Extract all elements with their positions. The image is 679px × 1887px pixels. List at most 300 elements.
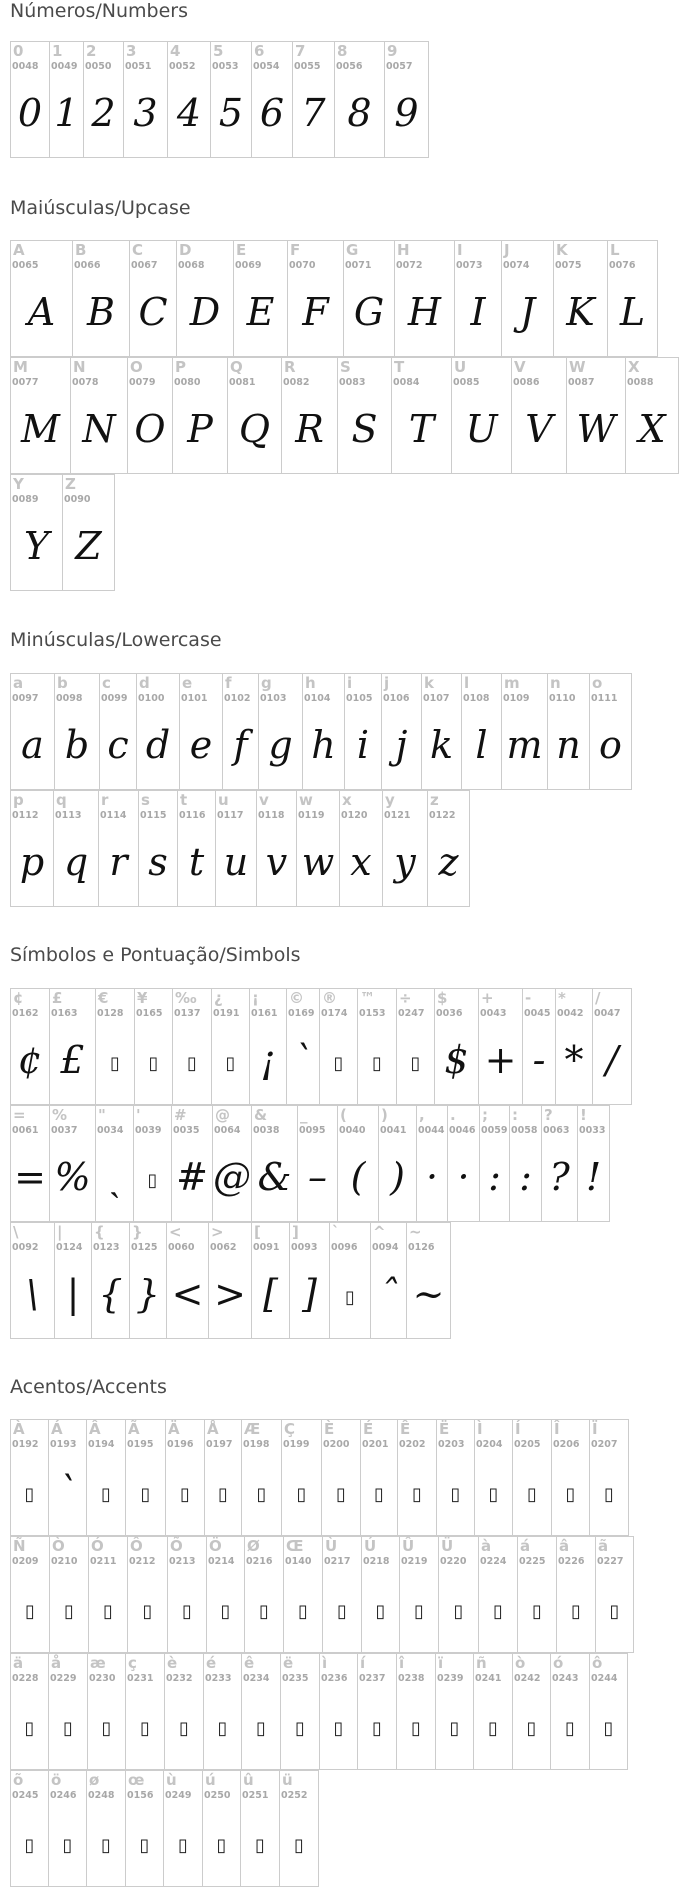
character-label: w <box>299 791 313 809</box>
glyph-cell <box>329 1222 371 1339</box>
character-code: 0042 <box>557 1008 584 1019</box>
character-label: ì <box>322 1654 328 1672</box>
glyph-cell <box>384 41 429 158</box>
character-code: 0220 <box>440 1556 467 1567</box>
character-code: 0067 <box>131 260 158 271</box>
glyph-cell <box>125 1653 165 1770</box>
character-code: 0211 <box>90 1556 117 1567</box>
character-label: ö <box>51 1771 62 1789</box>
character-label: { <box>94 1223 105 1241</box>
character-row <box>10 1419 633 1536</box>
section-title-numbers: Números/Numbers <box>10 0 188 22</box>
character-label: W <box>569 358 586 376</box>
glyph-sample: @ <box>213 1155 251 1199</box>
glyph-cell <box>474 1419 513 1536</box>
glyph-cell <box>427 790 470 907</box>
character-label: & <box>254 1106 268 1124</box>
glyph-sample: o <box>599 723 622 767</box>
glyph-sample: ¢ <box>17 1038 43 1082</box>
missing-glyph-icon: ▯ <box>25 1601 35 1622</box>
missing-glyph-icon: ▯ <box>255 1835 265 1856</box>
glyph-cell <box>451 357 512 474</box>
missing-glyph-icon: ▯ <box>609 1601 620 1622</box>
glyph-sample: ˋ <box>293 1038 313 1082</box>
missing-glyph-icon: ▯ <box>62 1835 73 1856</box>
glyph-cell <box>501 673 548 790</box>
glyph-cell <box>249 988 287 1105</box>
character-label: " <box>98 1106 106 1124</box>
missing-glyph-icon: ▯ <box>256 1484 267 1505</box>
character-label: , <box>419 1106 425 1124</box>
glyph-cell <box>406 1222 451 1339</box>
glyph-sample: # <box>176 1155 208 1199</box>
glyph-cell <box>10 41 50 158</box>
glyph-sample: T <box>408 407 435 451</box>
glyph-cell <box>547 673 590 790</box>
character-code: 0209 <box>12 1556 39 1567</box>
glyph-sample: r <box>109 840 128 884</box>
missing-glyph-icon: ▯ <box>217 1718 228 1739</box>
glyph-sample: £ <box>60 1038 85 1082</box>
character-label: Å <box>207 1420 219 1438</box>
character-code: 0111 <box>591 693 618 704</box>
glyph-cell <box>435 1653 474 1770</box>
missing-glyph-icon: ▯ <box>296 1484 307 1505</box>
character-code: 0213 <box>169 1556 196 1567</box>
character-label: Ï <box>592 1420 598 1438</box>
character-label: À <box>13 1420 25 1438</box>
character-label: X <box>628 358 640 376</box>
glyph-sample: ~ <box>412 1272 445 1316</box>
glyph-sample: 2 <box>91 91 116 135</box>
character-row <box>10 988 631 1105</box>
glyph-cell <box>280 1653 320 1770</box>
glyph-cell <box>589 673 632 790</box>
character-label: í <box>360 1654 366 1672</box>
glyph-sample: * <box>564 1038 584 1082</box>
glyph-cell <box>339 790 383 907</box>
character-label: è <box>167 1654 178 1672</box>
character-label: # <box>174 1106 187 1124</box>
character-code: 0070 <box>289 260 316 271</box>
character-code: 0088 <box>627 377 654 388</box>
glyph-cell <box>129 1222 167 1339</box>
character-code: 0074 <box>503 260 530 271</box>
character-code: 0110 <box>549 693 576 704</box>
glyph-cell <box>509 1105 542 1222</box>
character-code: 0044 <box>418 1125 445 1136</box>
glyph-cell <box>592 988 632 1105</box>
glyph-cell <box>49 1105 96 1222</box>
missing-glyph-icon: ▯ <box>345 1287 355 1308</box>
character-label: € <box>98 989 109 1007</box>
character-code: 0239 <box>437 1673 464 1684</box>
glyph-sample: I <box>470 290 486 334</box>
glyph-sample: F <box>302 290 329 334</box>
missing-glyph-icon: ▯ <box>180 1484 190 1505</box>
glyph-cell <box>434 988 479 1105</box>
character-label: K <box>556 241 568 259</box>
character-code: 0047 <box>594 1008 621 1019</box>
character-label: T <box>394 358 405 376</box>
glyph-cell <box>98 790 139 907</box>
character-label: 9 <box>387 42 398 60</box>
glyph-cell <box>381 673 422 790</box>
missing-glyph-icon: ▯ <box>453 1601 464 1622</box>
glyph-cell <box>87 1653 126 1770</box>
glyph-cell <box>54 673 100 790</box>
glyph-cell <box>172 357 228 474</box>
character-code: 0099 <box>101 693 128 704</box>
missing-glyph-icon: ▯ <box>526 1718 537 1739</box>
character-code: 0059 <box>481 1125 508 1136</box>
character-code: 0197 <box>206 1439 233 1450</box>
glyph-sample: Z <box>75 524 102 568</box>
missing-glyph-icon: ▯ <box>24 1484 35 1505</box>
character-code: 0085 <box>453 377 480 388</box>
glyph-sample: j <box>395 723 408 767</box>
character-code: 0207 <box>591 1439 618 1450</box>
character-label: @ <box>215 1106 230 1124</box>
glyph-cell <box>176 240 234 357</box>
missing-glyph-icon: ▯ <box>604 1484 614 1505</box>
glyph-cell <box>95 1105 134 1222</box>
glyph-sample: ? <box>549 1155 570 1199</box>
glyph-cell <box>166 1222 209 1339</box>
glyph-cell <box>501 240 554 357</box>
character-code: 0079 <box>129 377 156 388</box>
character-code: 0248 <box>88 1790 115 1801</box>
character-label: J <box>504 241 510 259</box>
glyph-cell <box>91 1222 130 1339</box>
missing-glyph-icon: ▯ <box>333 1053 344 1074</box>
missing-glyph-icon: ▯ <box>103 1601 113 1622</box>
character-code: 0234 <box>243 1673 270 1684</box>
character-code: 0033 <box>579 1125 606 1136</box>
glyph-sample: B <box>87 290 115 334</box>
character-code: 0224 <box>480 1556 507 1567</box>
character-label: ` <box>332 1223 340 1241</box>
character-label: _ <box>300 1106 308 1124</box>
character-code: 0076 <box>609 260 636 271</box>
glyph-cell <box>241 1419 282 1536</box>
character-label: Í <box>515 1420 521 1438</box>
character-label: u <box>218 791 229 809</box>
glyph-cell <box>343 240 395 357</box>
character-code: 0251 <box>242 1790 269 1801</box>
character-code: 0161 <box>251 1008 278 1019</box>
character-label: ' <box>136 1106 141 1124</box>
glyph-cell <box>49 41 84 158</box>
character-label: + <box>481 989 494 1007</box>
glyph-sample: m <box>506 723 543 767</box>
glyph-sample: Q <box>238 407 271 451</box>
glyph-cell <box>421 673 462 790</box>
glyph-sample: - <box>532 1038 546 1082</box>
character-label: Ù <box>325 1537 338 1555</box>
character-label: Ò <box>52 1537 65 1555</box>
character-code: 0041 <box>380 1125 407 1136</box>
character-code: 0226 <box>558 1556 585 1567</box>
glyph-sample: K <box>566 290 595 334</box>
character-code: 0162 <box>12 1008 39 1019</box>
character-code: 0219 <box>401 1556 428 1567</box>
character-label: v <box>259 791 269 809</box>
glyph-sample: c <box>107 723 129 767</box>
character-code: 0203 <box>438 1439 465 1450</box>
glyph-sample: L <box>619 290 646 334</box>
character-code: 0086 <box>513 377 540 388</box>
glyph-cell <box>322 1536 362 1653</box>
glyph-cell <box>127 1536 168 1653</box>
character-code: 0063 <box>543 1125 570 1136</box>
character-code: 0050 <box>85 61 112 72</box>
glyph-cell <box>289 1222 330 1339</box>
character-code: 0039 <box>135 1125 162 1136</box>
character-code: 0230 <box>89 1673 116 1684</box>
glyph-cell <box>319 988 358 1105</box>
character-code: 0073 <box>456 260 483 271</box>
glyph-cell <box>48 1770 87 1887</box>
glyph-sample: x <box>350 840 372 884</box>
character-code: 0093 <box>291 1242 318 1253</box>
character-label: ? <box>544 1106 553 1124</box>
glyph-cell <box>550 1653 590 1770</box>
character-label: j <box>384 674 390 692</box>
character-label: 4 <box>170 42 181 60</box>
glyph-cell <box>473 1653 513 1770</box>
glyph-cell <box>478 1536 518 1653</box>
character-row <box>10 1222 631 1339</box>
glyph-cell <box>396 988 435 1105</box>
glyph-cell <box>83 41 124 158</box>
character-code: 0051 <box>125 61 152 72</box>
character-label: s <box>141 791 150 809</box>
missing-glyph-icon: ▯ <box>256 1718 266 1739</box>
glyph-cell <box>625 357 679 474</box>
character-label: ï <box>438 1654 444 1672</box>
glyph-sample: > <box>214 1272 246 1316</box>
character-label: $ <box>437 989 448 1007</box>
character-label: Ú <box>364 1537 377 1555</box>
glyph-cell <box>551 1419 590 1536</box>
glyph-cell <box>479 1105 510 1222</box>
character-row <box>10 357 678 474</box>
character-label: L <box>610 241 620 259</box>
character-code: 0227 <box>597 1556 624 1567</box>
glyph-cell <box>123 41 168 158</box>
glyph-cell <box>163 1770 203 1887</box>
character-code: 0071 <box>345 260 372 271</box>
character-label: Û <box>402 1537 415 1555</box>
glyph-cell <box>10 1105 50 1222</box>
character-code: 0252 <box>281 1790 308 1801</box>
character-label: Ì <box>477 1420 483 1438</box>
character-code: 0194 <box>88 1439 115 1450</box>
glyph-cell <box>357 988 397 1105</box>
glyph-cell <box>244 1536 284 1653</box>
character-code: 0242 <box>514 1673 541 1684</box>
character-code: 0247 <box>398 1008 425 1019</box>
glyph-sample: – <box>308 1155 327 1199</box>
glyph-cell <box>595 1536 634 1653</box>
character-code: 0231 <box>127 1673 154 1684</box>
character-code: 0217 <box>324 1556 351 1567</box>
glyph-cell <box>10 790 54 907</box>
character-label: ¿ <box>214 989 223 1007</box>
glyph-sample: u <box>223 840 249 884</box>
glyph-cell <box>241 1653 281 1770</box>
character-code: 0225 <box>519 1556 546 1567</box>
character-label: ë <box>283 1654 294 1672</box>
glyph-sample: G <box>353 290 385 334</box>
character-label: á <box>520 1537 531 1555</box>
glyph-cell <box>204 1419 242 1536</box>
character-label: Ä <box>168 1420 180 1438</box>
glyph-cell <box>138 790 178 907</box>
character-code: 0174 <box>321 1008 348 1019</box>
character-label: C <box>132 241 144 259</box>
glyph-cell <box>577 1105 610 1222</box>
character-label: ÷ <box>399 989 412 1007</box>
character-row <box>10 240 678 357</box>
character-label: æ <box>90 1654 106 1672</box>
character-label: Ç <box>284 1420 296 1438</box>
glyph-cell <box>202 1770 241 1887</box>
character-code: 0237 <box>359 1673 386 1684</box>
character-code: 0193 <box>50 1439 77 1450</box>
glyph-cell <box>62 474 115 591</box>
glyph-sample: ) <box>390 1155 405 1199</box>
character-code: 0245 <box>12 1790 39 1801</box>
character-label: Â <box>89 1420 101 1438</box>
character-code: 0120 <box>341 810 368 821</box>
character-grid-accents <box>10 1419 633 1887</box>
character-code: 0153 <box>359 1008 386 1019</box>
character-label: . <box>450 1106 456 1124</box>
character-code: 0206 <box>553 1439 580 1450</box>
character-code: 0078 <box>72 377 99 388</box>
character-label: õ <box>13 1771 24 1789</box>
character-code: 0084 <box>393 377 420 388</box>
character-code: 0052 <box>169 61 196 72</box>
glyph-sample: A <box>27 290 56 334</box>
character-label: O <box>130 358 143 376</box>
character-label: r <box>101 791 109 809</box>
character-label: Y <box>13 475 24 493</box>
missing-glyph-icon: ▯ <box>148 1053 159 1074</box>
glyph-cell <box>165 1419 205 1536</box>
section-title-lowercase: Minúsculas/Lowercase <box>10 629 222 651</box>
glyph-cell <box>296 790 340 907</box>
glyph-cell <box>95 988 135 1105</box>
missing-glyph-icon: ▯ <box>220 1601 231 1622</box>
character-label: G <box>346 241 359 259</box>
missing-glyph-icon: ▯ <box>488 1718 498 1739</box>
character-label: û <box>243 1771 254 1789</box>
glyph-cell <box>438 1536 479 1653</box>
glyph-cell <box>553 240 608 357</box>
glyph-cell <box>297 1105 338 1222</box>
character-code: 0096 <box>331 1242 358 1253</box>
character-code: 0204 <box>476 1439 503 1450</box>
glyph-cell <box>436 1419 475 1536</box>
character-code: 0054 <box>253 61 280 72</box>
character-code: 0057 <box>386 61 413 72</box>
glyph-cell <box>357 1653 397 1770</box>
glyph-cell <box>399 1536 439 1653</box>
glyph-sample: J <box>519 290 536 334</box>
glyph-cell <box>10 673 55 790</box>
character-label: | <box>57 1223 63 1241</box>
character-label: à <box>481 1537 492 1555</box>
character-code: 0249 <box>165 1790 192 1801</box>
character-code: 0232 <box>166 1673 193 1684</box>
glyph-cell <box>10 1419 49 1536</box>
character-code: 0165 <box>136 1008 163 1019</box>
character-code: 0169 <box>288 1008 315 1019</box>
character-code: 0229 <box>50 1673 77 1684</box>
character-label: 2 <box>86 42 97 60</box>
glyph-cell <box>360 1419 398 1536</box>
character-label: m <box>504 674 520 692</box>
glyph-cell <box>227 357 282 474</box>
glyph-cell <box>556 1536 596 1653</box>
glyph-sample: \ <box>26 1272 39 1316</box>
character-label: ¥ <box>137 989 148 1007</box>
character-code: 0244 <box>591 1673 618 1684</box>
missing-glyph-icon: ▯ <box>336 1484 346 1505</box>
glyph-cell <box>125 1770 164 1887</box>
character-label: ‰ <box>175 989 197 1007</box>
character-label: Ñ <box>13 1537 26 1555</box>
missing-glyph-icon: ▯ <box>410 1053 421 1074</box>
glyph-cell <box>511 357 567 474</box>
glyph-sample: s <box>148 840 168 884</box>
character-code: 0058 <box>511 1125 538 1136</box>
character-label: Ü <box>441 1537 454 1555</box>
character-code: 0216 <box>246 1556 273 1567</box>
character-label: = <box>13 1106 26 1124</box>
glyph-sample: < <box>171 1272 204 1316</box>
character-code: 0069 <box>235 260 262 271</box>
missing-glyph-icon: ▯ <box>216 1835 227 1856</box>
missing-glyph-icon: ▯ <box>372 1053 382 1074</box>
character-code: 0241 <box>475 1673 502 1684</box>
glyph-cell <box>72 240 130 357</box>
character-code: 0198 <box>243 1439 270 1450</box>
missing-glyph-icon: ▯ <box>101 1718 112 1739</box>
character-label: q <box>56 791 67 809</box>
character-code: 0040 <box>339 1125 366 1136</box>
character-row <box>10 474 678 591</box>
missing-glyph-icon: ▯ <box>64 1601 74 1622</box>
character-code: 0236 <box>321 1673 348 1684</box>
character-code: 0055 <box>294 61 321 72</box>
glyph-cell <box>48 1653 88 1770</box>
character-label: â <box>559 1537 570 1555</box>
character-code: 0196 <box>167 1439 194 1450</box>
glyph-sample: 0 <box>17 91 43 135</box>
character-code: 0233 <box>205 1673 232 1684</box>
character-code: 0066 <box>74 260 101 271</box>
character-label: M <box>13 358 28 376</box>
character-code: 0109 <box>503 693 530 704</box>
character-code: 0091 <box>253 1242 280 1253</box>
glyph-cell <box>319 1653 358 1770</box>
character-label: b <box>57 674 68 692</box>
character-label: * <box>558 989 566 1007</box>
